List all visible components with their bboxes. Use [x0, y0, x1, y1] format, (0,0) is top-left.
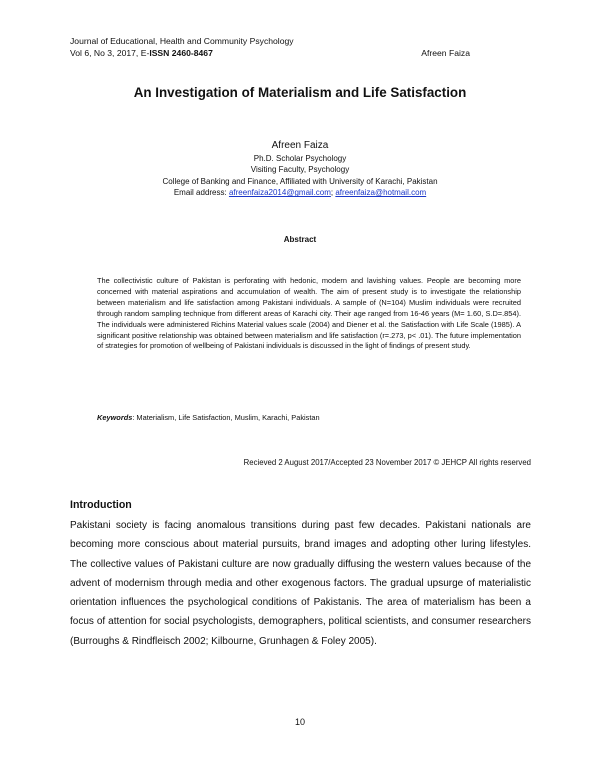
author-affiliation: College of Banking and Finance, Affiliated with University of Karachi, Pakistan	[162, 176, 438, 186]
introduction-heading: Introduction	[70, 499, 132, 511]
abstract-text: The collectivistic culture of Pakistan is perforating with hedonic, modern and lavishing values. People are becoming more concerned with material aspirations and accumulation of wealth. The aim of present study is to investigate the relationship between materialism and life satisfaction among Pakistani individuals. A sample of (N=104) Muslim individuals were recruited through random sampling technique from different areas of Karachi city. Their age ranged from 16-46 years (M= 1.60, S.D=.854). The individuals were administered Richins Material values scale (2004) and Diener et al. the Satisfaction with Life Scale (1985). A significant positive relationship was obtained between materialism and life satisfaction (r=.273, p< .01). The future implementation of strategies for promotion of wellbeing of Pakistani individuals is discussed in the light of findings of present study.	[97, 276, 521, 351]
email-label: Email address:	[173, 188, 229, 198]
keywords	[97, 413, 521, 422]
paper-title: An Investigation of Materialism and Life Satisfaction	[133, 85, 467, 100]
keywords-text: : Materialism, Life Satisfaction, Muslim, Karachi, Pakistan	[132, 413, 320, 422]
author-emails	[100, 187, 500, 199]
running-head	[70, 35, 530, 59]
abstract-heading: Abstract	[283, 235, 317, 244]
received-accepted-line: Recieved 2 August 2017/Accepted 23 November 2017 © JEHCP All rights reserved	[243, 458, 531, 467]
journal-name: Journal of Educational, Health and Community Psychology	[70, 36, 294, 46]
email-separator: ;	[330, 188, 336, 198]
running-head-issue-row	[70, 47, 530, 59]
author-block	[100, 140, 500, 199]
author-faculty: Visiting Faculty, Psychology	[250, 165, 350, 175]
author-position: Ph.D. Scholar Psychology	[253, 153, 347, 163]
running-head-author: Afreen Faiza	[421, 48, 470, 58]
issn: ISSN 2460-8467	[149, 48, 213, 58]
keywords-label: Keywords	[97, 413, 133, 422]
author-name: Afreen Faiza	[271, 140, 329, 151]
page-number: 10	[294, 717, 305, 727]
issue-prefix: Vol 6, No 3, 2017, E-	[70, 48, 150, 58]
introduction-paragraph: Pakistani society is facing anomalous transitions during past few decades. Pakistani nationals are becoming more conscious about material pursuits, brand images and adopting other luring lifestyles. The collective values of Pakistani culture are now gradually diffusing the western values because of the advent of modernism through media and other exogenous factors. The gradual upsurge of materialistic orientation influences the psychological conditions of Pakistanis. The area of materialism has been a focus of attention for social psychologists, demographers, political scientists, and consumer researchers (Burroughs & Rindfleisch 2002; Kilbourne, Grunhagen & Foley 2005).	[70, 520, 531, 647]
email-link-hotmail[interactable]: afreenfaiza@hotmail.com	[335, 188, 427, 198]
email-link-gmail[interactable]: afreenfaiza2014@gmail.com	[228, 188, 331, 198]
issue-info	[70, 47, 213, 59]
